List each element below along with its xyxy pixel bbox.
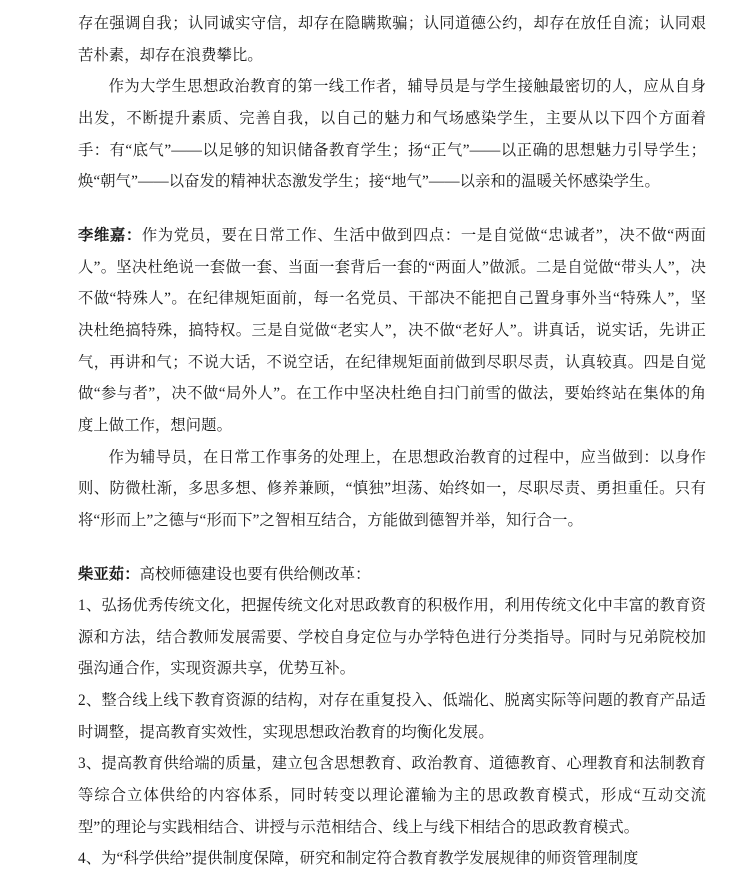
list-item: 2、整合线上线下教育资源的结构，对存在重复投入、低端化、脱离实际等问题的教育产品适时调整，提高教育实效性，实现思想政治教育的均衡化发展。 <box>78 692 706 741</box>
paragraph-liweijia-second: 作为辅导员，在日常工作事务的处理上，在思想政治教育的过程中，应当做到：以身作则、防微杜渐，多思多想、修养兼顾，“慎独”坦荡、始终如一，尽职尽责、勇担重任。只有将“形而上”之德与“形而下”之智相互结合，方能做到德智并举，知行合一。 <box>78 448 706 529</box>
list-item: 3、提高教育供给端的质量，建立包含思想教育、政治教育、道德教育、心理教育和法制教育等综合立体供给的内容体系，同时转变以理论灌输为主的思政教育模式，形成“互动交流型”的理论与实践相结合、讲授与示范相结合、线上与线下相结合的思政教育模式。 <box>78 755 706 836</box>
paragraph-chaiyaru <box>78 559 706 591</box>
speaker-name-chaiyaru: 柴亚茹： <box>78 564 140 583</box>
list-item: 4、为“科学供给”提供制度保障，研究和制定符合教育教学发展规律的师资管理制度 <box>78 850 639 868</box>
paragraph-continued-top: 存在强调自我；认同诚实守信，却存在隐瞒欺骗；认同道德公约，却存在放任自流；认同艰苦朴素，却存在浪费攀比。 <box>78 15 706 64</box>
page-bottom-edge <box>0 890 750 894</box>
list-item: 1、弘扬优秀传统文化，把握传统文化对思政教育的积极作用，利用传统文化中丰富的教育资源和方法，结合教师发展需要、学校自身定位与办学特色进行分类指导。同时与兄弟院校加强沟通合作，实现资源共享，优势互补。 <box>78 597 706 678</box>
paragraph-spacer <box>78 198 706 220</box>
paragraph-liweijia <box>78 220 706 442</box>
paragraph-counselor-role: 作为大学生思想政治教育的第一线工作者，辅导员是与学生接触最密切的人，应从自身出发，不断提升素质、完善自我，以自己的魅力和气场感染学生，主要从以下四个方面着手：有“底气”——以足够的知识储备教育学生；扬“正气”——以正确的思想魅力引导学生；焕“朝气”——以奋发的精神状态激发学生；接“地气”——以亲和的温暖关怀感染学生。 <box>78 78 706 191</box>
speaker-name-liweijia: 李维嘉： <box>78 225 142 244</box>
paragraph-liweijia-text: 作为党员，要在日常工作、生活中做到四点：一是自觉做“忠诚者”，决不做“两面人”。坚决杜绝说一套做一套、当面一套背后一套的“两面人”做派。二是自觉做“带头人”，决不做“特殊人”。在纪律规矩面前，每一名党员、干部决不能把自己置身事外当“特殊人”，坚决杜绝搞特殊，搞特权。三是自觉做“老实人”，决不做“老好人”。讲真话，说实话，先讲正气，再讲和气；不说大话，不说空话，在纪律规矩面前做到尽职尽责，认真较真。四是自觉做“参与者”，决不做“局外人”。在工作中坚决杜绝自扫门前雪的做法，要始终站在集体的角度上做工作，想问题。 <box>78 226 706 434</box>
paragraph-chaiyaru-text: 高校师德建设也要有供给侧改革： <box>139 565 371 583</box>
paragraph-spacer <box>78 537 706 559</box>
